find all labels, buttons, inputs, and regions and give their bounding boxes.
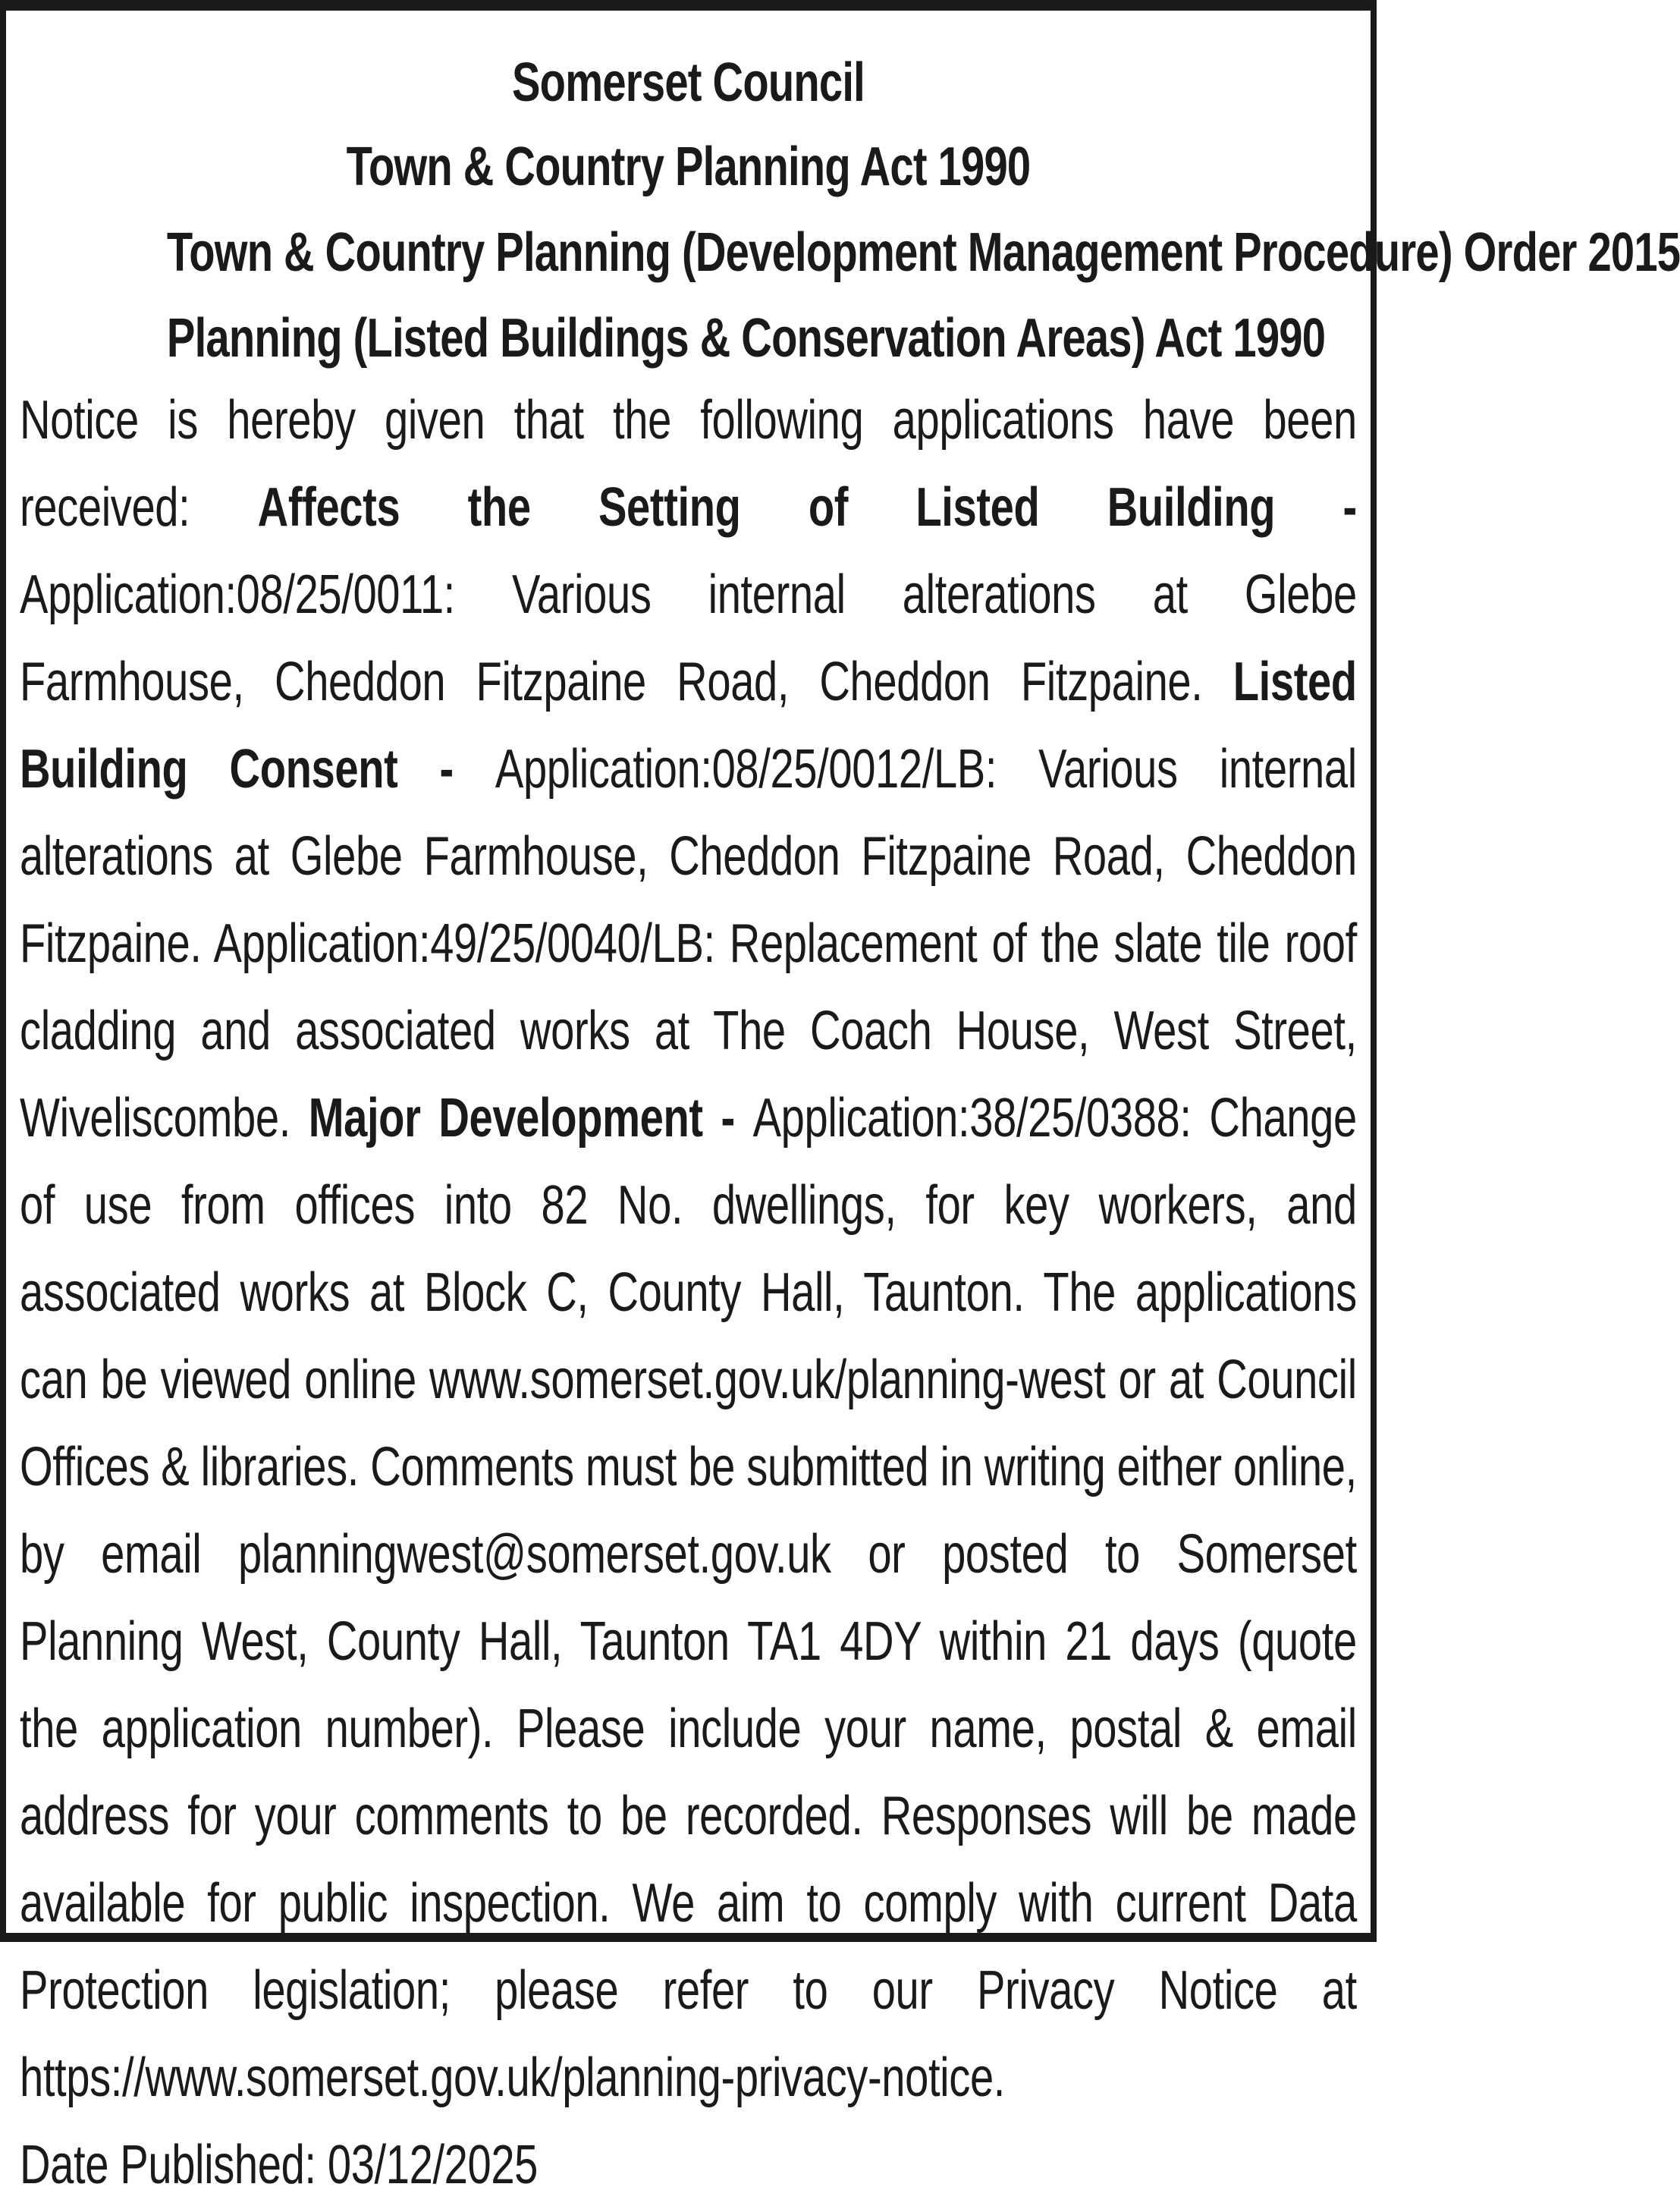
notice-paragraph [20,377,1357,2122]
category-listed-consent: Listed Building Consent - [20,652,1357,800]
act-heading-3: Planning (Listed Buildings & Conservation Areas) Act 1990 [166,308,1326,369]
council-name: Somerset Council [511,52,865,113]
act-heading-1: Town & Country Planning Act 1990 [346,137,1031,197]
notice-intro: Notice is hereby given that the following applications have been received: [20,390,1357,538]
notice-headings [166,52,1680,382]
application-08-25-0011: Application:08/25/0011: Various internal alterations at Glebe Farmhouse, Cheddon Fitzpaine Road, Cheddon Fitzpaine. [20,564,1357,712]
act-heading-2: Town & Country Planning (Development Management Procedure) Order 2015 [166,222,1680,283]
category-listed-setting: Affects the Setting of Listed Building - [257,477,1357,538]
category-major-development: Major Development - [308,1088,753,1148]
date-published: Date Published: 03/12/2025 [20,2135,539,2195]
planning-notice [20,52,1680,2209]
application-38-25-0388: Application:38/25/0388: Change of use from offices into 82 No. dwellings, for key workers, and associated works at Block C, County Hall, Taunton. [20,1088,1357,1323]
notice-body [20,377,1357,2209]
application-listed-consents: Application:08/25/0012/LB: Various internal alterations at Glebe Farmhouse, Cheddon Fitzpaine Road, Cheddon Fitzpaine. Application:49/25/0040/LB: Replacement of the slate tile roof cladding and associated works at The Coach House, West Street, Wiveliscombe. [20,739,1357,1148]
viewing-and-comments-text: The applications can be viewed online www.somerset.gov.uk/planning-west or at Council Offices & libraries. Comments must be submitted in writing either online, by email planningwest@somerset.gov.uk or posted to Somerset Planning West, County Hall, Taunton TA1 4DY within 21 days (quote the application number). Please include your name, postal & email address for your comments to be recorded. Responses will be made available for public inspection. We aim to comply with current Data Protection legislation; please refer to our Privacy Notice at https://www.somerset.gov.uk/planning-privacy-notice. [20,1262,1357,2108]
